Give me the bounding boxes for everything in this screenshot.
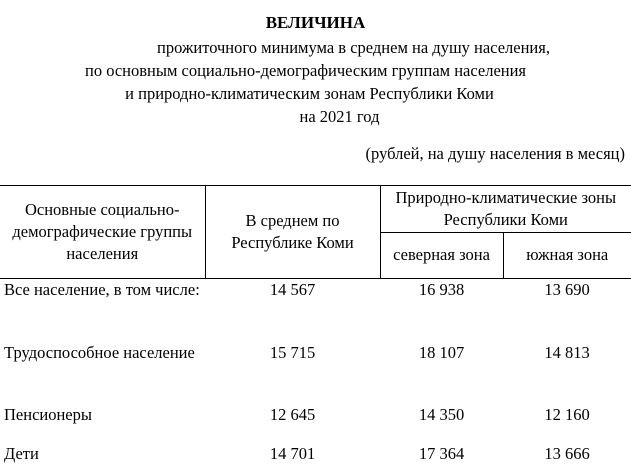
row-south: 12 160 <box>544 404 590 424</box>
row-average: 14 701 <box>269 443 316 463</box>
row-south: 13 690 <box>544 280 590 299</box>
row-average: 15 715 <box>269 342 316 362</box>
subtitle-line-3: и природно-климатическим зонам Республики Коми <box>125 84 494 103</box>
row-north: 18 107 <box>418 342 465 362</box>
row-average: 12 645 <box>269 404 316 424</box>
row-group: Дети <box>4 443 39 463</box>
row-south: 13 666 <box>544 443 590 463</box>
row-group: Пенсионеры <box>4 404 92 424</box>
row-south: 14 813 <box>544 342 590 362</box>
header-average: В среднем по Республике Коми <box>205 186 380 279</box>
header-south: южная зона <box>503 232 631 279</box>
subtitle-line-4: на 2021 год <box>299 107 380 126</box>
header-north: северная зона <box>380 232 503 279</box>
table-row <box>0 404 631 443</box>
subsistence-minimum-table <box>0 185 631 467</box>
header-zones: Природно-климатические зоны Республики Коми <box>380 186 631 233</box>
subtitle-line-2: по основным социально-демографическим группам населения <box>84 61 527 80</box>
subtitle-line-1: прожиточного минимума в среднем на душу населения, <box>157 38 550 57</box>
unit-note: (рублей, на душу населения в месяц) <box>365 144 625 163</box>
row-north: 16 938 <box>418 280 465 299</box>
table-row <box>0 443 631 467</box>
table-row <box>0 342 631 404</box>
document-title: ВЕЛИЧИНА <box>265 13 366 32</box>
table-row <box>0 279 631 342</box>
row-group: Все население, в том числе: <box>4 280 200 299</box>
row-average: 14 567 <box>269 280 316 299</box>
row-group: Трудоспособное население <box>4 342 195 362</box>
row-north: 14 350 <box>418 404 465 424</box>
row-north: 17 364 <box>418 443 465 463</box>
header-groups: Основные социально-демографические группы населения <box>0 186 205 279</box>
